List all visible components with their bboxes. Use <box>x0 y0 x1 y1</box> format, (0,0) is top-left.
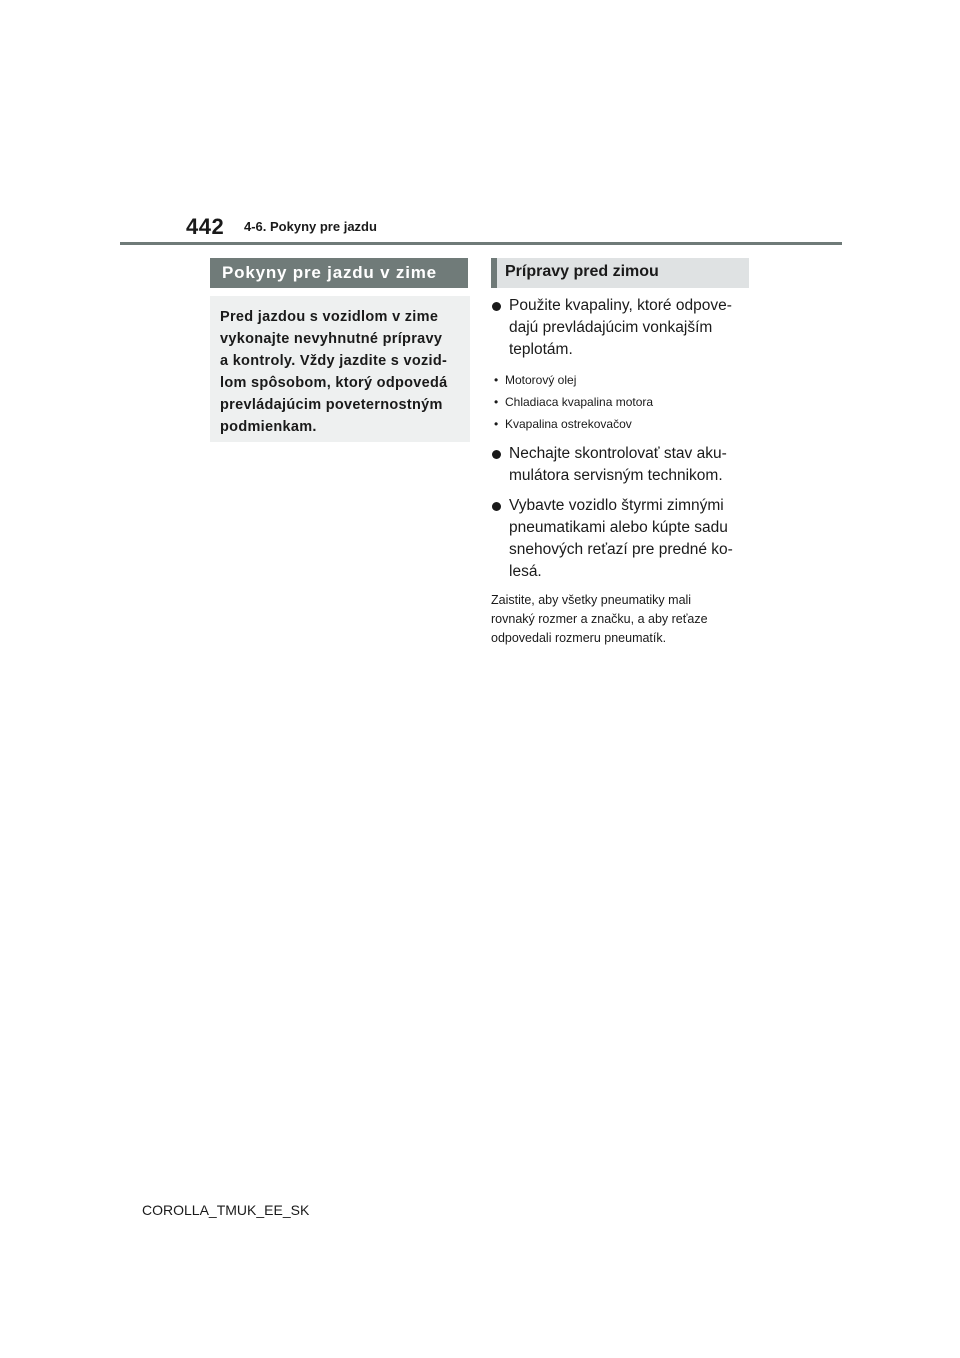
list-item <box>491 295 753 361</box>
sub-list-item: • Chladiaca kvapalina motora <box>491 391 753 413</box>
small-bullet-icon: • <box>494 373 499 387</box>
item-line: Vybavte vozidlo štyrmi zimnými <box>509 497 724 514</box>
item-line: mulátora servisným technikom. <box>509 467 723 484</box>
document-code: COROLLA_TMUK_EE_SK <box>142 1202 310 1218</box>
winter-prep-heading: Prípravy pred zimou <box>491 258 749 288</box>
item-line: lesá. <box>509 563 542 580</box>
item-line: teplotám. <box>509 341 573 358</box>
winter-driving-intro <box>210 296 470 442</box>
item-line: Nechajte skontrolovať stav aku- <box>509 445 727 462</box>
note-line: rovnaký rozmer a značku, a aby reťaze <box>491 612 708 626</box>
winter-driving-heading: Pokyny pre jazdu v zime <box>210 258 468 288</box>
section-title: 4-6. Pokyny pre jazdu <box>244 219 377 234</box>
sub-list-item: • Motorový olej <box>491 369 753 391</box>
fluid-list <box>491 369 753 435</box>
item-line: snehových reťazí pre predné ko- <box>509 541 733 558</box>
list-item <box>491 443 753 487</box>
intro-line: prevládajúcim poveternostným <box>220 397 443 413</box>
item-line: pneumatikami alebo kúpte sadu <box>509 519 728 536</box>
intro-line: a kontroly. Vždy jazdite s vozid- <box>220 353 448 369</box>
intro-line: vykonajte nevyhnutné prípravy <box>220 331 443 347</box>
bullet-icon <box>492 302 501 311</box>
small-bullet-icon: • <box>494 395 499 409</box>
note-line: odpovedali rozmeru pneumatík. <box>491 631 667 645</box>
bullet-icon <box>492 450 501 459</box>
intro-line: Pred jazdou s vozidlom v zime <box>220 309 439 325</box>
small-bullet-icon: • <box>494 417 499 431</box>
winter-prep-content <box>491 295 753 648</box>
note-line: Zaistite, aby všetky pneumatiky mali <box>491 593 692 607</box>
tire-note <box>491 591 753 648</box>
intro-line: lom spôsobom, ktorý odpovedá <box>220 375 448 391</box>
bullet-icon <box>492 502 501 511</box>
item-line: Použite kvapaliny, ktoré odpove- <box>509 297 732 314</box>
sub-list-item: • Kvapalina ostrekovačov <box>491 413 753 435</box>
item-line: dajú prevládajúcim vonkajším <box>509 319 713 336</box>
list-item <box>491 495 753 583</box>
header-divider <box>120 242 842 245</box>
intro-line: podmienkam. <box>220 419 317 435</box>
page-number: 442 <box>186 214 225 239</box>
